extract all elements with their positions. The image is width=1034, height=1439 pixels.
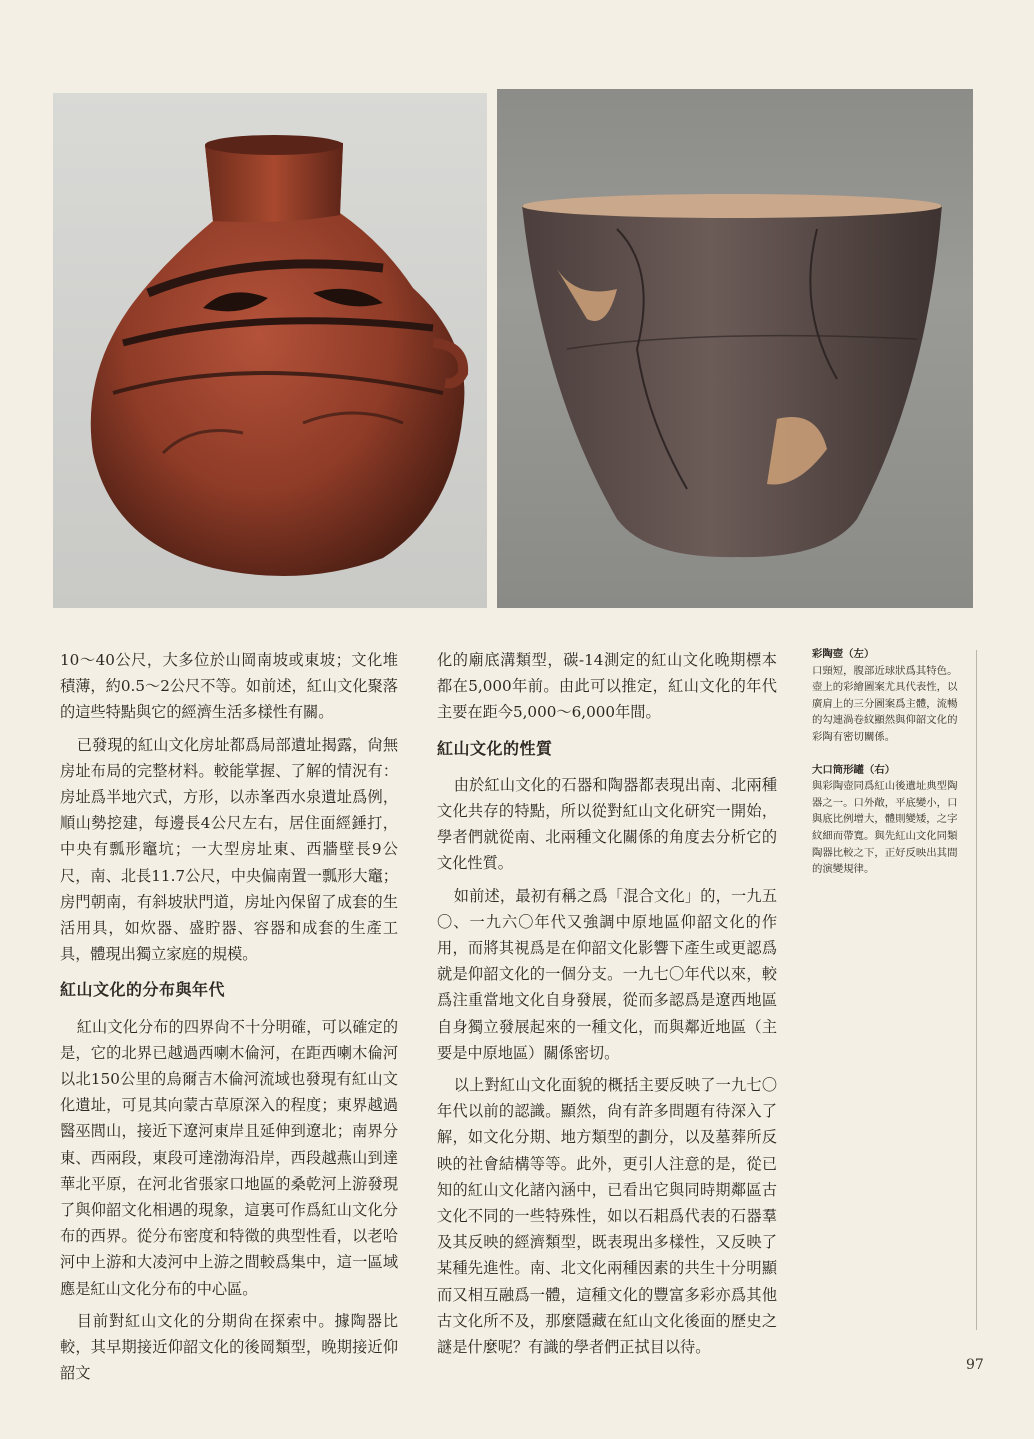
paragraph: 由於紅山文化的石器和陶器都表現出南、北兩種文化共存的特點，所以從對紅山文化研究一開始，學者們就從南、北兩種文化關係的角度去分析它的文化性質。 (437, 775, 777, 873)
figure-captions (812, 646, 962, 894)
page-number: 97 (966, 1357, 984, 1373)
text-column-left (60, 647, 398, 1392)
paragraph: 紅山文化分布的四界尙不十分明確，可以確定的是，它的北界已越過西喇木倫河，在距西喇木倫河以北150公里的烏爾吉木倫河流域也發現有紅山文化遺址，可見其向蒙古草原深入的程度；東界越過醫巫閭山，接近下遼河東岸且延伸到遼北；南界分東、西兩段，東段可達渤海沿岸，西段越燕山到達華北平原，在河北省張家口地區的桑乾河上游發現了與仰韶文化相遇的現象，這裏可作爲紅山文化分布的西界。從分布密度和特徵的典型性看，以老哈河中上游和大凌河中上游之間較爲集中，這一區域應是紅山文化分布的中心區。 (60, 1017, 398, 1298)
paragraph: 已發現的紅山文化房址都爲局部遺址揭露，尙無房址布局的完整材料。較能掌握、了解的情況有：房址爲半地穴式，方形，以赤峯西水泉遺址爲例，順山勢挖建，每邊長4公尺左右，居住面經錘打，中央有瓢形竈坑；一大型房址東、西牆壁長9公尺，南、北長11.7公尺，中央偏南置一瓢形大竈；房門朝南，有斜坡狀門道，房址內保留了成套的生活用具，如炊器、盛貯器、容器和成套的生產工具，體現出獨立家庭的規模。 (60, 735, 398, 964)
paragraph: 目前對紅山文化的分期尙在探索中。據陶器比較，其早期接近仰韶文化的後岡類型，晚期接近仰韶文 (60, 1311, 398, 1383)
paragraph: 化的廟底溝類型，碳-14測定的紅山文化晚期標本都在5,000年前。由此可以推定，紅山文化的年代主要在距今5,000～6,000年間。 (437, 651, 777, 722)
paragraph: 10～40公尺，大多位於山岡南坡或東坡；文化堆積薄，約0.5～2公尺不等。如前述，紅山文化聚落的這些特點與它的經濟生活多樣性有關。 (60, 651, 398, 722)
section-heading: 紅山文化的分布與年代 (60, 980, 226, 1000)
painted-pottery-jar-photo (53, 93, 487, 608)
caption-title: 彩陶壺（左） (812, 648, 875, 660)
caption-text: 口頸短，腹部近球狀爲其特色。壺上的彩繪圖案尤具代表性，以廣肩上的三分圖案爲主體，流暢的勾連渦卷紋顯然與仰韶文化的彩陶有密切關係。 (812, 664, 958, 743)
caption-title: 大口筒形罐（右） (812, 763, 896, 776)
caption-divider (976, 650, 977, 1330)
paragraph: 以上對紅山文化面貌的概括主要反映了一九七〇年代以前的認識。顯然，尙有許多問題有待深入了解，如文化分期、地方類型的劃分，以及墓葬所反映的社會結構等等。此外，更引人注意的是，從已知的紅山文化諸內涵中，已看出它與同時期鄰區古文化不同的一些特殊性，如以石耜爲代表的石器羣及其反映的經濟類型，既表現出多樣性，又反映了某種先進性。南、北文化兩種因素的共生十分明顯而又相互融爲一體，這種文化的豐富多彩亦爲其他古文化所不及，那麼隱藏在紅山文化後面的歷史之謎是什麼呢？有識的學者們正拭目以待。 (437, 1076, 777, 1357)
caption-text: 與彩陶壺同爲紅山後遺址典型陶器之一。口外敞，平底變小，口與底比例增大，體則變矮，之字紋細而帶寬。與先紅山文化同類陶器比較之下，正好反映出其間的演變規律。 (812, 780, 958, 876)
caption-right-figure (812, 762, 962, 878)
wide-mouth-cylindrical-jar-photo (497, 89, 973, 608)
text-column-middle (437, 647, 777, 1366)
paragraph: 如前述，最初有稱之爲「混合文化」的，一九五〇、一九六〇年代又強調中原地區仰韶文化的作用，而將其視爲是在仰韶文化影響下產生或更認爲就是仰韶文化的一個分支。一九七〇年代以來，較爲注重當地文化自身發展，從而多認爲是遼西地區自身獨立發展起來的一種文化，而與鄰近地區（主要是中原地區）關係密切。 (437, 886, 777, 1062)
section-heading: 紅山文化的性質 (437, 738, 553, 758)
caption-left-figure (812, 646, 962, 746)
